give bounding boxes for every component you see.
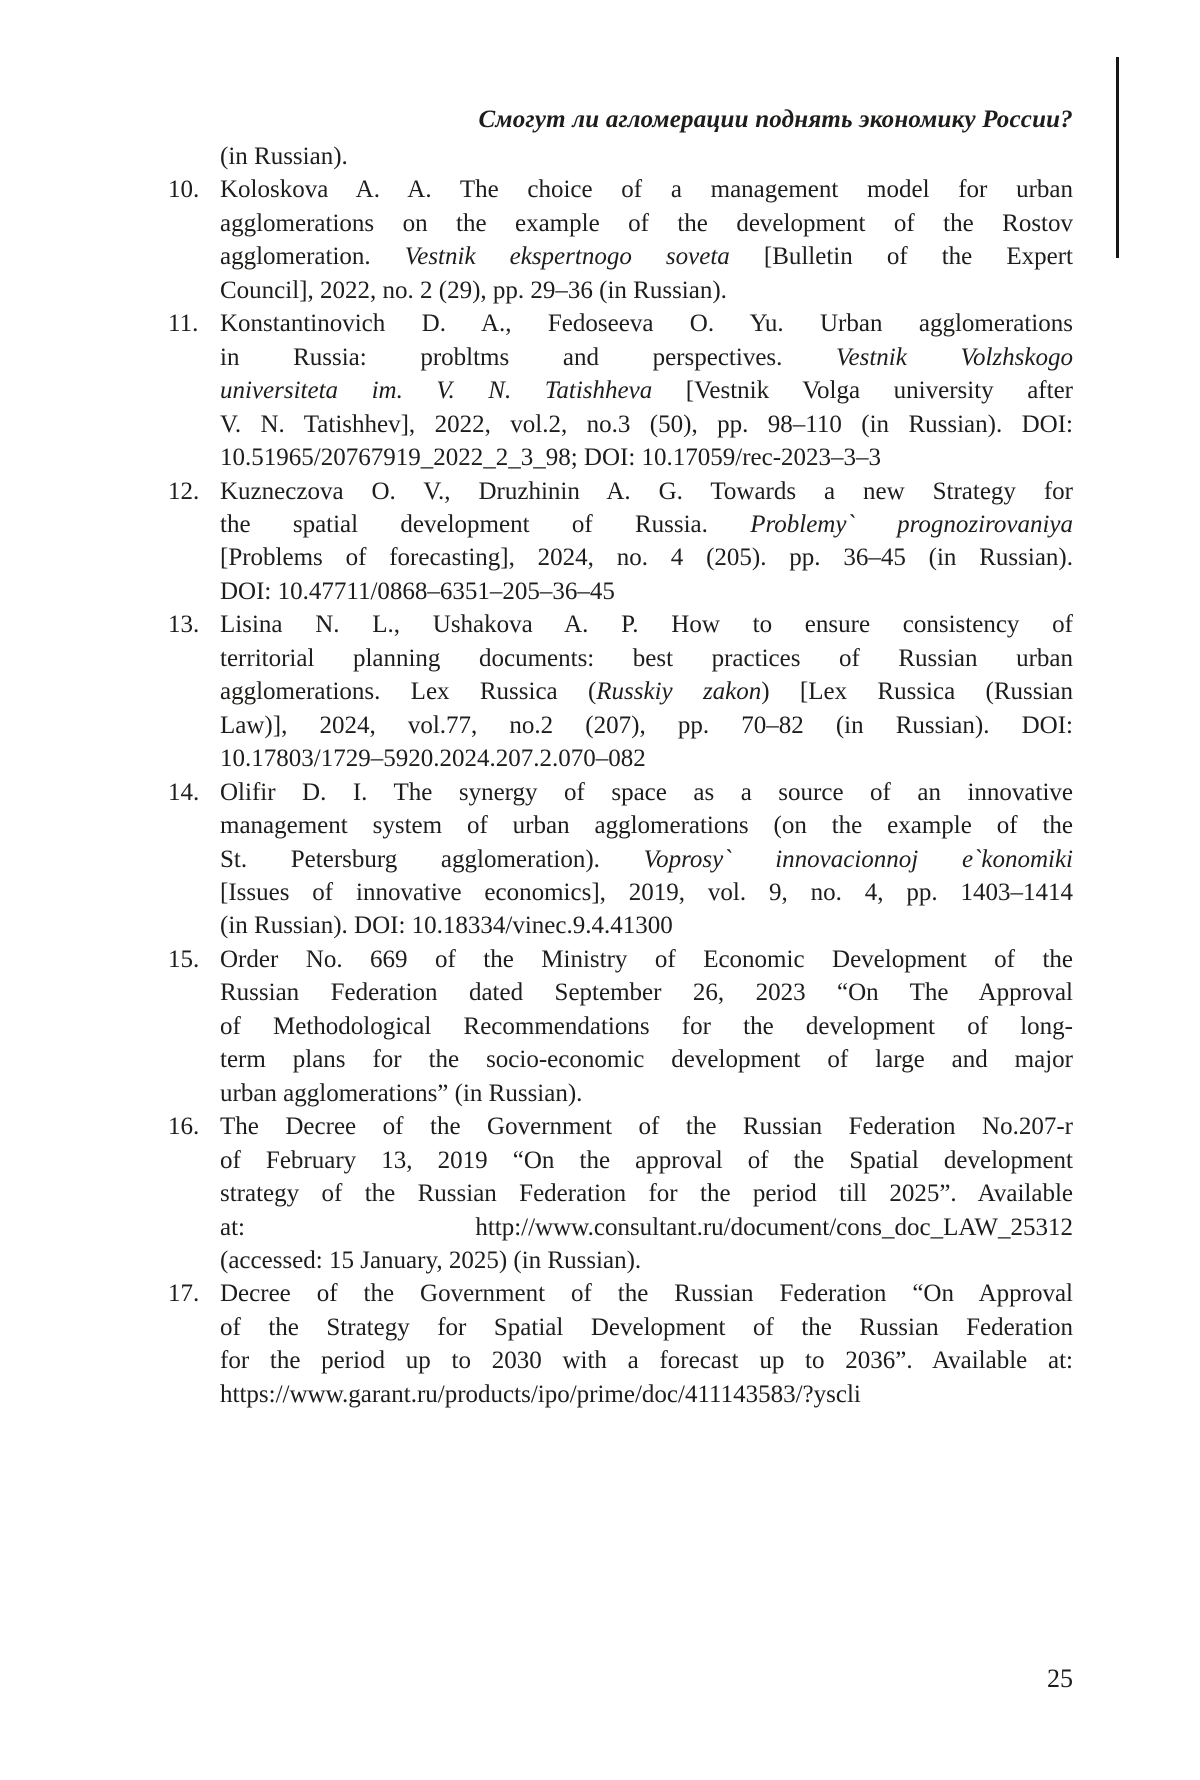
reference-line bbox=[220, 475, 1073, 508]
reference-item bbox=[168, 1277, 1073, 1411]
reference-line bbox=[220, 876, 1073, 909]
reference-line bbox=[220, 909, 1073, 942]
text-segment: (accessed: 15 January, 2025) (in Russian). bbox=[220, 1246, 642, 1274]
reference-item bbox=[168, 173, 1073, 307]
text-segment: agglomeration. bbox=[220, 243, 405, 271]
journal-title-italic: Russkiy zakon bbox=[596, 678, 762, 706]
reference-line bbox=[220, 843, 1073, 876]
text-segment: urban agglomerations” (in Russian). bbox=[220, 1079, 583, 1107]
reference-number: 10. bbox=[168, 176, 200, 204]
text-segment: Olifir D. I. The synergy of space as a source of an innovative bbox=[220, 778, 1073, 806]
text-segment: 10.17803/1729–5920.2024.207.2.070–082 bbox=[220, 745, 646, 773]
reference-line bbox=[220, 1277, 1073, 1310]
text-segment: Decree of the Government of the Russian Federation “On Approval bbox=[220, 1280, 1073, 1308]
text-segment: [Issues of innovative economics], 2019, vol. 9, no. 4, pp. 1403–1414 bbox=[220, 878, 1073, 906]
text-segment: Koloskova A. A. The choice of a management model for urban bbox=[220, 176, 1073, 204]
reference-item bbox=[168, 943, 1073, 1110]
reference-line bbox=[220, 508, 1073, 541]
text-segment: at: http://www.consultant.ru/document/cons_doc_LAW_25312 bbox=[220, 1213, 1073, 1241]
text-segment: https://www.garant.ru/products/ipo/prime/doc/411143583/?yscli bbox=[220, 1380, 861, 1408]
reference-line bbox=[220, 1144, 1073, 1177]
text-segment: [Problems of forecasting], 2024, no. 4 (205). pp. 36–45 (in Russian). bbox=[220, 544, 1073, 572]
reference-line bbox=[220, 742, 1073, 775]
reference-number: 13. bbox=[168, 611, 200, 639]
text-segment: Kuzneczova O. V., Druzhinin A. G. Towards a new Strategy for bbox=[220, 477, 1073, 505]
text-segment: Lisina N. L., Ushakova A. P. How to ensure consistency of bbox=[220, 611, 1073, 639]
reference-line bbox=[220, 341, 1073, 374]
reference-number: 14. bbox=[168, 778, 200, 806]
reference-number: 16. bbox=[168, 1113, 200, 1141]
reference-line bbox=[220, 575, 1073, 608]
reference-line bbox=[220, 709, 1073, 742]
reference-line bbox=[220, 274, 1073, 307]
text-segment: ) [Lex Russica (Russian bbox=[761, 678, 1073, 706]
reference-number: 17. bbox=[168, 1280, 200, 1308]
text-segment: Order No. 669 of the Ministry of Economic Development of the bbox=[220, 945, 1073, 973]
reference-item bbox=[168, 307, 1073, 474]
reference-line bbox=[220, 541, 1073, 574]
text-segment: agglomerations on the example of the development of the Rostov bbox=[220, 209, 1073, 237]
text-segment: 10.51965/20767919_2022_2_3_98; DOI: 10.17059/rec-2023–3–3 bbox=[220, 444, 882, 472]
text-segment: of February 13, 2019 “On the approval of the Spatial development bbox=[220, 1146, 1073, 1174]
reference-line bbox=[220, 776, 1073, 809]
text-segment: Konstantinovich D. A., Fedoseeva O. Yu. Urban agglomerations bbox=[220, 310, 1073, 338]
carryover-line: (in Russian). bbox=[220, 143, 348, 170]
text-segment: territorial planning documents: best practices of Russian urban bbox=[220, 644, 1073, 672]
journal-title-italic: Voprosy` innovacionnoj e`konomiki bbox=[643, 845, 1073, 873]
reference-line bbox=[220, 374, 1073, 407]
reference-line bbox=[220, 1244, 1073, 1277]
reference-line bbox=[220, 809, 1073, 842]
reference-line bbox=[220, 1110, 1073, 1143]
reference-carryover bbox=[220, 140, 1073, 173]
reference-item bbox=[168, 1110, 1073, 1277]
reference-number: 12. bbox=[168, 477, 200, 505]
reference-line bbox=[220, 1378, 1073, 1411]
reference-line bbox=[220, 408, 1073, 441]
reference-line bbox=[220, 240, 1073, 273]
reference-line bbox=[220, 1043, 1073, 1076]
journal-title-italic: universiteta im. V. N. Tatishheva bbox=[220, 377, 653, 405]
reference-line bbox=[220, 608, 1073, 641]
reference-line bbox=[220, 1344, 1073, 1377]
reference-line bbox=[220, 441, 1073, 474]
references-list bbox=[168, 140, 1073, 1411]
reference-line bbox=[220, 1077, 1073, 1110]
text-segment: Russian Federation dated September 26, 2023 “On The Approval bbox=[220, 979, 1073, 1007]
journal-title-italic: Vestnik ekspertnogo soveta bbox=[404, 243, 730, 271]
reference-number: 11. bbox=[168, 310, 199, 338]
text-segment: for the period up to 2030 with a forecast up to 2036”. Available at: bbox=[220, 1347, 1073, 1375]
reference-line bbox=[220, 943, 1073, 976]
text-segment: in Russia: probltms and perspectives. bbox=[220, 343, 837, 371]
reference-line bbox=[220, 1177, 1073, 1210]
text-segment: DOI: 10.47711/0868–6351–205–36–45 bbox=[220, 577, 615, 605]
text-segment: term plans for the socio-economic development of large and major bbox=[220, 1046, 1073, 1074]
text-segment: of the Strategy for Spatial Development of the Russian Federation bbox=[220, 1313, 1073, 1341]
reference-item bbox=[168, 608, 1073, 775]
text-segment: management system of urban agglomerations (on the example of the bbox=[220, 812, 1073, 840]
text-segment: The Decree of the Government of the Russian Federation No.207-r bbox=[220, 1113, 1073, 1141]
text-segment: Law)], 2024, vol.77, no.2 (207), pp. 70–82 (in Russian). DOI: bbox=[220, 711, 1073, 739]
reference-line bbox=[220, 307, 1073, 340]
text-segment: the spatial development of Russia. bbox=[220, 510, 751, 538]
reference-item bbox=[168, 776, 1073, 943]
reference-line bbox=[220, 976, 1073, 1009]
running-header: Смогут ли агломерации поднять экономику России? bbox=[478, 106, 1073, 133]
reference-line bbox=[220, 642, 1073, 675]
reference-line bbox=[220, 1311, 1073, 1344]
text-segment: agglomerations. Lex Russica ( bbox=[220, 678, 597, 706]
reference-item bbox=[168, 475, 1073, 609]
margin-rule-divider bbox=[1116, 57, 1119, 258]
journal-title-italic: Vestnik Volzhskogo bbox=[836, 343, 1073, 371]
text-segment: [Vestnik Volga university after bbox=[652, 377, 1073, 405]
text-segment: Council], 2022, no. 2 (29), pp. 29–36 (in Russian). bbox=[220, 276, 727, 304]
reference-line bbox=[220, 675, 1073, 708]
journal-title-italic: Problemy` prognozirovaniya bbox=[750, 510, 1073, 538]
text-segment: (in Russian). DOI: 10.18334/vinec.9.4.41300 bbox=[220, 912, 673, 940]
page-number: 25 bbox=[1047, 1664, 1073, 1693]
reference-line bbox=[220, 1211, 1073, 1244]
text-segment: of Methodological Recommendations for the development of long- bbox=[220, 1012, 1073, 1040]
reference-line bbox=[220, 1010, 1073, 1043]
reference-number: 15. bbox=[168, 945, 200, 973]
text-segment: V. N. Tatishhev], 2022, vol.2, no.3 (50), pp. 98–110 (in Russian). DOI: bbox=[220, 410, 1073, 438]
reference-line bbox=[220, 207, 1073, 240]
text-segment: strategy of the Russian Federation for the period till 2025”. Available bbox=[220, 1180, 1073, 1208]
reference-line bbox=[220, 173, 1073, 206]
text-segment: [Bulletin of the Expert bbox=[729, 243, 1073, 271]
text-segment: St. Petersburg agglomeration). bbox=[220, 845, 644, 873]
